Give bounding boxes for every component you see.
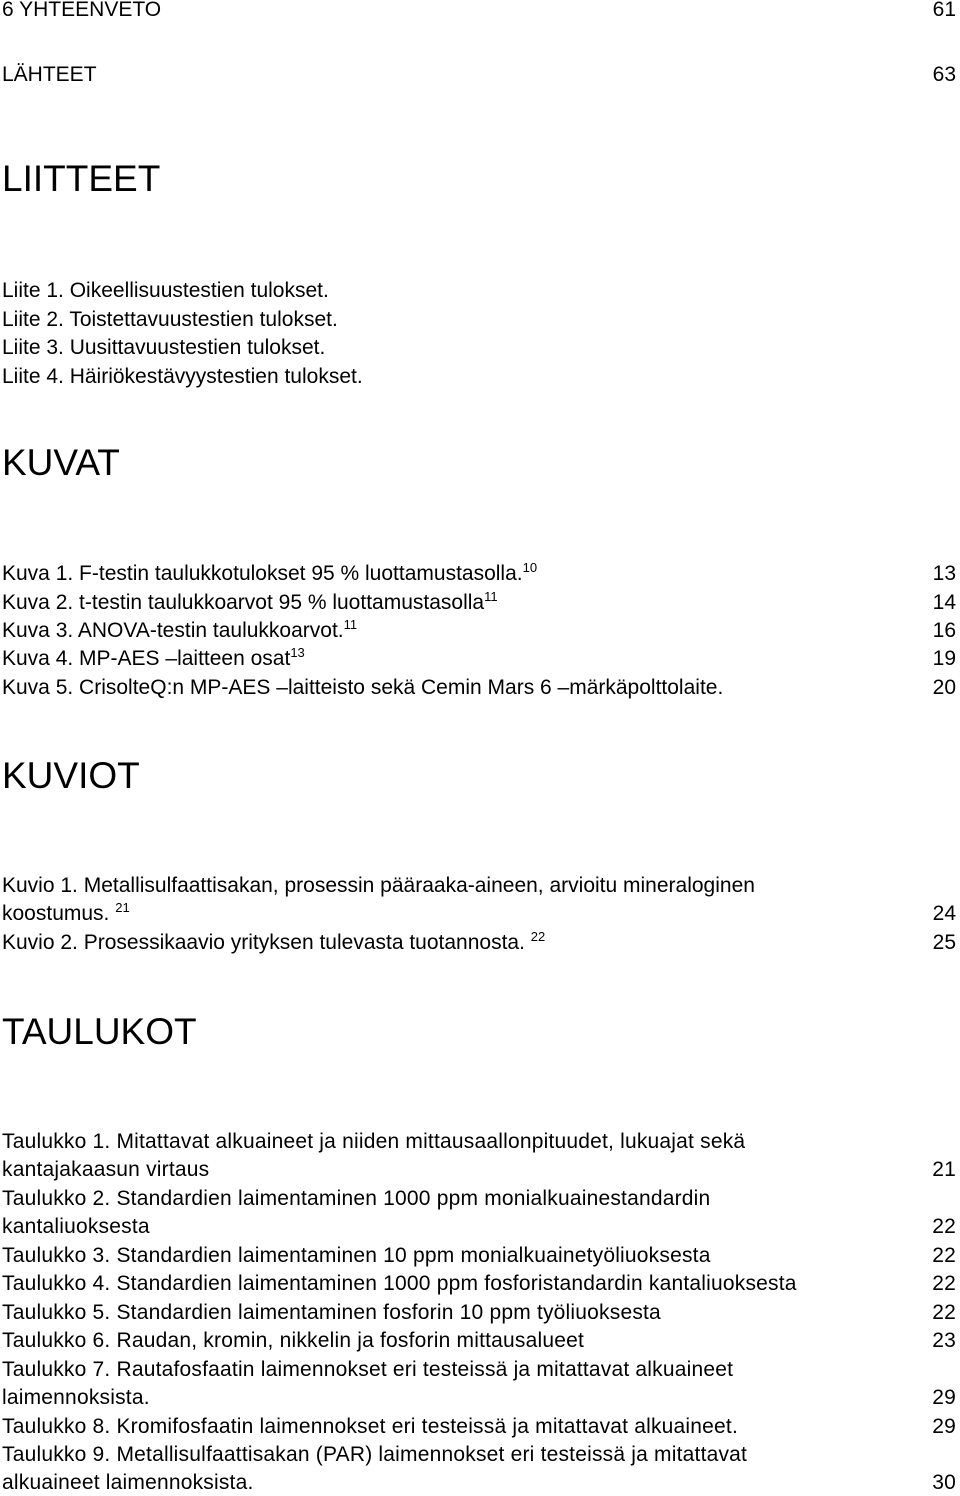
toc-page: 63 <box>932 63 956 86</box>
liite-item: Liite 3. Uusittavuustestien tulokset. <box>2 336 326 359</box>
taulukko-page: 23 <box>932 1329 956 1352</box>
kuva-page: 13 <box>932 562 956 585</box>
taulukko-line <box>2 1214 956 1240</box>
taulukko-text: kantajakaasun virtaus <box>2 1158 210 1181</box>
taulukko-text: Taulukko 9. Metallisulfaattisakan (PAR) laimennokset eri testeissä ja mitattavat <box>2 1443 748 1466</box>
kuvio-page: 24 <box>932 902 956 925</box>
kuvio-line <box>2 930 956 956</box>
liite-item: Liite 4. Häiriökestävyystestien tulokset. <box>2 365 363 388</box>
reference-number: 10 <box>522 561 538 575</box>
taulukko-page: 30 <box>932 1471 956 1494</box>
reference-number: 11 <box>343 618 358 632</box>
reference-number: 21 <box>115 901 130 915</box>
taulukko-page: 22 <box>932 1244 956 1267</box>
taulukko-text: Taulukko 1. Mitattavat alkuaineet ja niiden mittausaallonpituudet, lukuajat sekä <box>2 1130 746 1153</box>
taulukko-text: Taulukko 8. Kromifosfaatin laimennokset eri testeissä ja mitattavat alkuaineet. <box>2 1415 738 1438</box>
taulukko-line <box>2 1186 956 1212</box>
taulukko-line <box>2 1271 956 1297</box>
toc-line-lahteet <box>2 62 956 88</box>
taulukko-line <box>2 1129 956 1155</box>
taulukko-text: Taulukko 6. Raudan, kromin, nikkelin ja fosforin mittausalueet <box>2 1329 585 1352</box>
taulukko-text: Taulukko 2. Standardien laimentaminen 1000 ppm monialkuainestandardin <box>2 1187 711 1210</box>
kuva-line <box>2 618 956 644</box>
taulukko-text: Taulukko 7. Rautafosfaatin laimennokset eri testeissä ja mitattavat alkuaineet <box>2 1358 734 1381</box>
kuva-text: Kuva 3. ANOVA-testin taulukkoarvot. <box>2 619 344 642</box>
toc-text: 6 YHTEENVETO <box>2 0 162 21</box>
taulukko-text: laimennoksista. <box>2 1386 150 1409</box>
taulukko-page: 22 <box>932 1215 956 1238</box>
taulukko-line <box>2 1357 956 1383</box>
taulukko-page: 21 <box>932 1158 956 1181</box>
section-heading-kuvat: KUVAT <box>2 442 120 483</box>
kuva-line <box>2 646 956 672</box>
kuvio-line <box>2 873 956 899</box>
reference-number: 11 <box>484 590 498 604</box>
taulukko-text: alkuaineet laimennoksista. <box>2 1471 254 1494</box>
kuva-text: Kuva 2. t-testin taulukkoarvot 95 % luottamustasolla <box>2 591 485 614</box>
taulukko-page: 22 <box>932 1301 956 1324</box>
section-heading-taulukot: TAULUKOT <box>2 1011 197 1052</box>
section-heading-liitteet: LIITTEET <box>2 158 161 199</box>
toc-page: 61 <box>932 0 956 21</box>
taulukko-line <box>2 1243 956 1269</box>
section-heading-kuviot: KUVIOT <box>2 755 140 796</box>
kuvio-page: 25 <box>932 931 956 954</box>
taulukko-line <box>2 1470 956 1496</box>
liite-item: Liite 1. Oikeellisuustestien tulokset. <box>2 279 329 302</box>
toc-line-yhteenveto <box>2 0 956 23</box>
kuva-line <box>2 561 956 587</box>
taulukko-line <box>2 1300 956 1326</box>
kuvio-text: koostumus. <box>2 902 110 925</box>
taulukko-line <box>2 1157 956 1183</box>
taulukko-text: kantaliuoksesta <box>2 1215 150 1238</box>
kuvio-text: Kuvio 1. Metallisulfaattisakan, prosessin pääraaka-aineen, arvioitu mineraloginen <box>2 874 755 897</box>
kuva-text: Kuva 1. F-testin taulukkotulokset 95 % luottamustasolla. <box>2 562 523 585</box>
reference-number: 13 <box>290 646 305 660</box>
kuva-line <box>2 590 956 616</box>
kuva-text: Kuva 5. CrisolteQ:n MP-AES –laitteisto sekä Cemin Mars 6 –märkäpolttolaite. <box>2 676 724 699</box>
taulukko-text: Taulukko 3. Standardien laimentaminen 10 ppm monialkuainetyöliuoksesta <box>2 1244 711 1267</box>
kuva-page: 16 <box>932 619 956 642</box>
kuvio-text: Kuvio 2. Prosessikaavio yrityksen tulevasta tuotannosta. <box>2 931 525 954</box>
taulukko-line <box>2 1385 956 1411</box>
taulukko-line <box>2 1328 956 1354</box>
kuva-page: 20 <box>932 676 956 699</box>
toc-text: LÄHTEET <box>2 63 97 86</box>
taulukko-line <box>2 1442 956 1468</box>
taulukko-text: Taulukko 5. Standardien laimentaminen fosforin 10 ppm työliuoksesta <box>2 1301 661 1324</box>
kuva-page: 19 <box>932 647 956 670</box>
taulukko-page: 22 <box>932 1272 956 1295</box>
reference-number: 22 <box>530 930 546 944</box>
kuva-line <box>2 675 956 701</box>
liite-item: Liite 2. Toistettavuustestien tulokset. <box>2 308 338 331</box>
taulukko-page: 29 <box>932 1415 956 1438</box>
kuvio-line <box>2 901 956 927</box>
taulukko-page: 29 <box>932 1386 956 1409</box>
taulukko-text: Taulukko 4. Standardien laimentaminen 1000 ppm fosforistandardin kantaliuoksesta <box>2 1272 797 1295</box>
kuva-page: 14 <box>932 591 956 614</box>
kuva-text: Kuva 4. MP-AES –laitteen osat <box>2 647 291 670</box>
taulukko-line <box>2 1414 956 1440</box>
